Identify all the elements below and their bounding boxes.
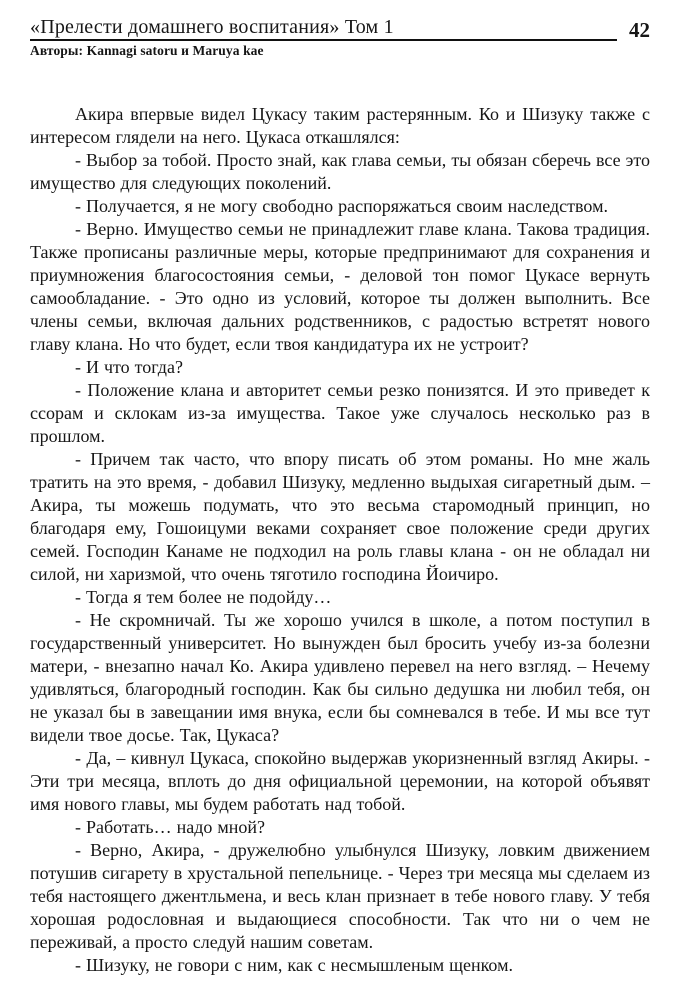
paragraph: - Верно. Имущество семьи не принадлежит главе клана. Такова традиция. Также прописаны различные меры, которые предпринимают для сохранения и приумножения благосостояния семьи, - деловой тон помог Цукасе вернуть самообладание. - Это одно из условий, которое ты должен выполнить. Все члены семьи, включая дальних родственников, с радостью встретят нового главу клана. Но что будет, если твоя кандидатура их не устроит? bbox=[30, 219, 650, 354]
authors-line: Авторы: Kannagi satoru и Maruya kae bbox=[30, 43, 264, 58]
page-header bbox=[30, 16, 650, 41]
paragraph: - Работать… надо мной? bbox=[75, 817, 266, 837]
paragraph: - Тогда я тем более не подойду… bbox=[75, 587, 332, 607]
paragraph: - Причем так часто, что впору писать об этом романы. Но мне жаль тратить на это время, - добавил Шизуку, медленно выдыхая сигаретный дым. – Акира, ты можешь подумать, что это весьма старомодный принцип, но благодаря ему, Гошоицуми веками сохраняет свое положение среди других семей. Господин Канаме не подходил на роль главы клана - он не обладал ни силой, ни харизмой, что очень тяготило господина Йоичиро. bbox=[30, 449, 650, 584]
paragraph: - Не скромничай. Ты же хорошо учился в школе, а потом поступил в государственный университет. Но вынужден был бросить учебу из-за болезни матери, - внезапно начал Ко. Акира удивлено перевел на него взгляд. – Нечему удивляться, благородный господин. Как бы сильно дедушка ни любил тебя, он не указал бы в завещании имя внука, если бы сомневался в тебе. И мы все тут видели твое досье. Так, Цукаса? bbox=[30, 610, 650, 745]
paragraph: - Положение клана и авторитет семьи резко понизятся. И это приведет к ссорам и склокам из-за имущества. Такое уже случалось несколько раз в прошлом. bbox=[30, 380, 650, 446]
paragraph: - Шизуку, не говори с ним, как с несмышленым щенком. bbox=[75, 955, 513, 975]
paragraph: - Да, – кивнул Цукаса, спокойно выдержав укоризненный взгляд Акиры. - Эти три месяца, вплоть до дня официальной церемонии, на которой объявят имя нового главы, мы будем работать над тобой. bbox=[30, 748, 650, 814]
paragraph: - Верно, Акира, - дружелюбно улыбнулся Шизуку, ловким движением потушив сигарету в хрустальной пепельнице. - Через три месяца мы сделаем из тебя настоящего джентльмена, и весь клан признает в тебе нового главу. У тебя хорошая родословная и выдающиеся способности. Так что ни о чем не переживай, а просто следуй нашим советам. bbox=[30, 840, 650, 952]
page-number: 42 bbox=[629, 18, 650, 42]
paragraph: - Выбор за тобой. Просто знай, как глава семьи, ты обязан сберечь все это имущество для следующих поколений. bbox=[30, 150, 650, 193]
paragraph: - И что тогда? bbox=[75, 357, 183, 377]
page-title: «Прелести домашнего воспитания» Том 1 bbox=[30, 16, 394, 38]
title-underline bbox=[30, 16, 617, 41]
paragraph: - Получается, я не могу свободно распоряжаться своим наследством. bbox=[75, 196, 608, 216]
text-body bbox=[30, 103, 650, 977]
paragraph: Акира впервые видел Цукасу таким растерянным. Ко и Шизуку также с интересом глядели на него. Цукаса откашлялся: bbox=[30, 104, 650, 147]
